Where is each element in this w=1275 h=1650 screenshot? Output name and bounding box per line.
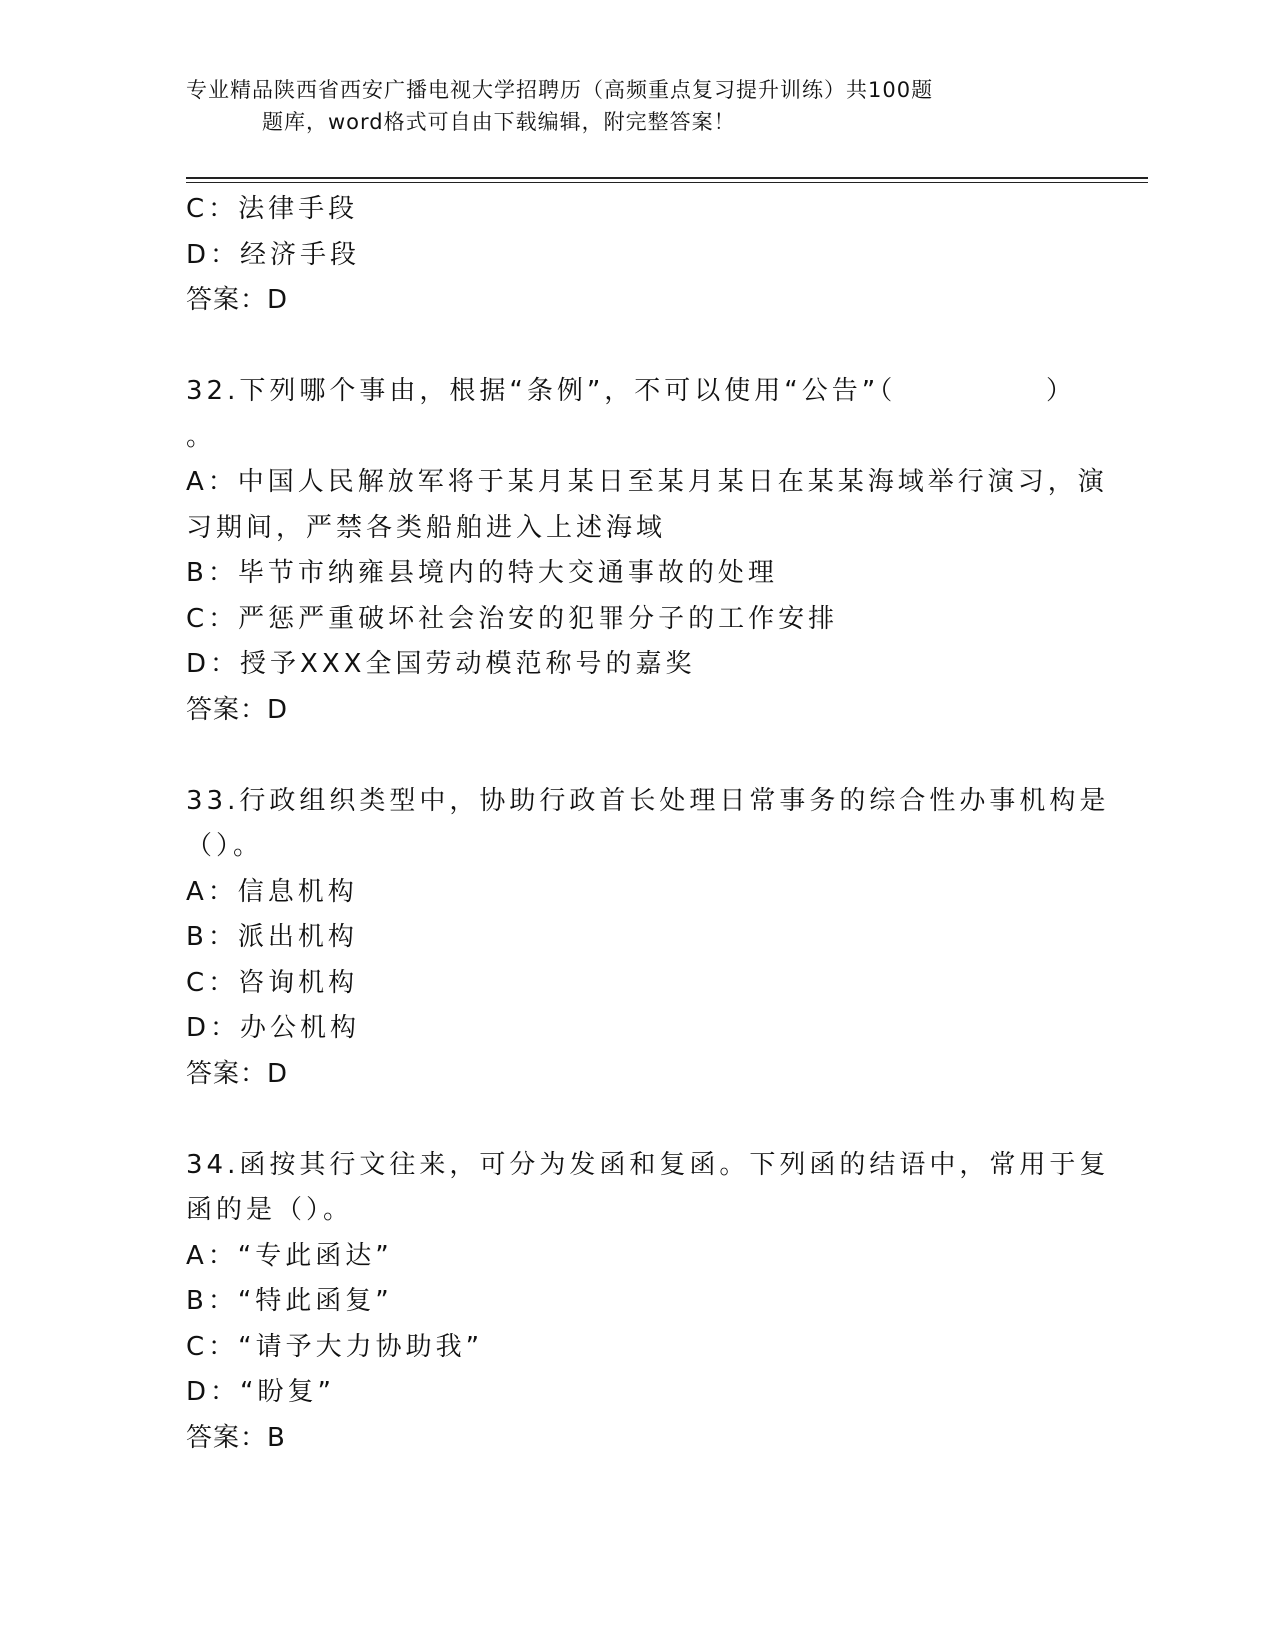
q34-option-c: C：“请予大力协助我” (186, 1331, 484, 1362)
spacer (186, 1097, 1086, 1143)
question-33 (186, 779, 1110, 1098)
q32-stem-line1 (186, 369, 1086, 415)
q31-answer: 答案：D (186, 285, 289, 315)
q33-option-d: D：办公机构 (186, 1013, 361, 1043)
q33-stem-line1: 33.行政组织类型中，协助行政首长处理日常事务的综合性办事机构是 (186, 785, 1110, 816)
q32-stem-line2: 。 (186, 421, 217, 452)
q33-option-a: A：信息机构 (186, 876, 358, 907)
header-title-line1: 专业精品陕西省西安广播电视大学招聘历（高频重点复习提升训练）共100题 (186, 78, 934, 102)
document-header (186, 74, 1086, 138)
question-31 (186, 187, 1086, 324)
q33-option-c: C：咨询机构 (186, 967, 359, 998)
q34-answer: 答案：B (186, 1422, 286, 1453)
q31-option-c: C：法律手段 (186, 194, 359, 224)
q32-stem-paren-close: ） (1046, 376, 1077, 406)
q34-stem-line2: 函的是（）。 (186, 1195, 354, 1225)
q32-option-b: B：毕节市纳雍县境内的特大交通事故的处理 (186, 558, 778, 588)
q34-option-d: D：“盼复” (186, 1377, 335, 1407)
document-body (186, 187, 1110, 1461)
q32-answer: 答案：D (186, 694, 289, 725)
question-32 (186, 369, 1108, 733)
spacer (186, 324, 1086, 370)
q32-stem-text: 32.下列哪个事由，根据“条例”，不可以使用“公告”（ (186, 376, 897, 406)
q33-option-b: B：派出机构 (186, 922, 358, 952)
q34-option-b: B：“特此函复” (186, 1286, 393, 1316)
header-rule-thick (186, 177, 1148, 179)
q32-option-a-line2: 习期间，严禁各类船舶进入上述海域 (186, 512, 667, 543)
spacer (186, 733, 1086, 779)
q33-answer: 答案：D (186, 1058, 289, 1089)
q32-option-c: C：严惩严重破坏社会治安的犯罪分子的工作安排 (186, 603, 839, 634)
q32-option-a-line1: A：中国人民解放军将于某月某日至某月某日在某某海域举行演习，演 (186, 467, 1108, 497)
header-title-line2: 题库，word格式可自由下载编辑，附完整答案！ (262, 110, 736, 134)
q33-stem-line2: （）。 (186, 831, 264, 861)
question-34 (186, 1143, 1110, 1462)
header-rule-thin (186, 182, 1148, 183)
q34-option-a: A：“专此函达” (186, 1240, 393, 1271)
q31-option-d: D：经济手段 (186, 239, 361, 270)
q32-option-d: D：授予XXX全国劳动模范称号的嘉奖 (186, 649, 696, 679)
q34-stem-line1: 34.函按其行文往来，可分为发函和复函。下列函的结语中，常用于复 (186, 1149, 1110, 1180)
